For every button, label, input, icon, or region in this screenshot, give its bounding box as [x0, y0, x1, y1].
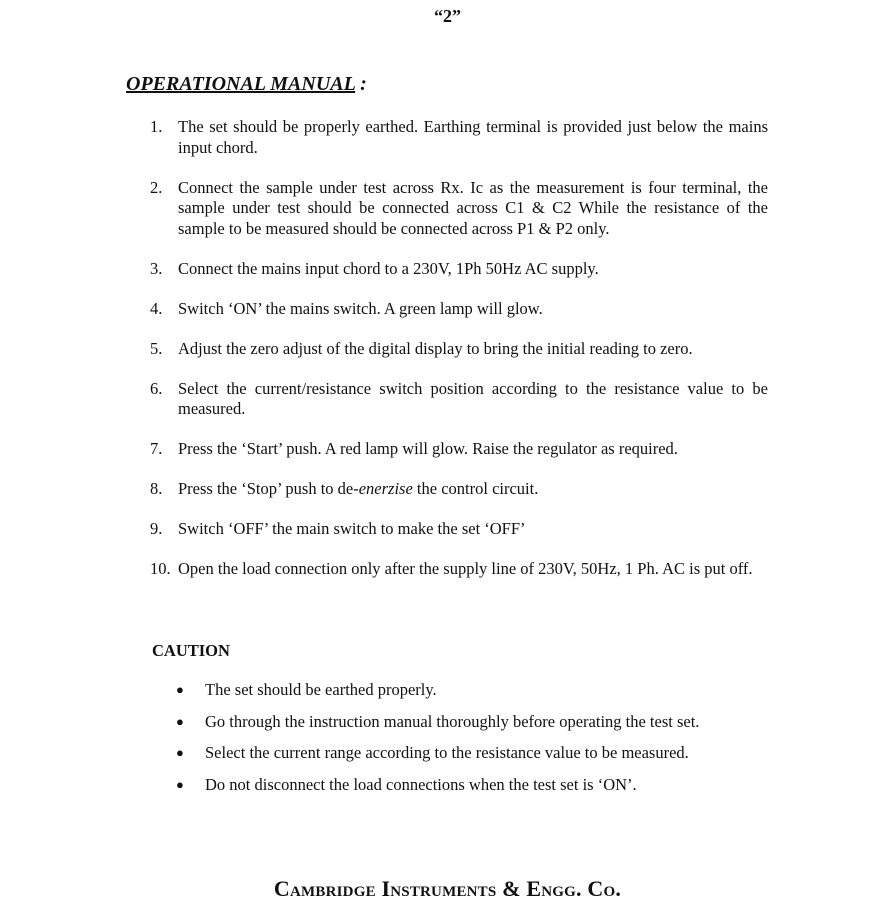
heading-title: OPERATIONAL MANUAL [126, 73, 356, 95]
item-number: 7. [150, 439, 163, 458]
caution-text: Do not disconnect the load connections when the test set is ‘ON’. [205, 774, 637, 794]
caution-list [176, 680, 776, 806]
caution-text: Go through the instruction manual thoroughly before operating the test set. [205, 711, 700, 731]
item-text: Connect the sample under test across Rx. Ic as the measurement is four terminal, the sample under test should be connected across C1 & C2 While the resistance of the sample to be measured should be connected across P1 & P2 only. [178, 177, 768, 238]
caution-heading: CAUTION [152, 641, 230, 660]
instruction-item [150, 339, 768, 360]
item-number: 8. [150, 479, 163, 498]
heading-suffix: : [355, 73, 367, 95]
item-text: Select the current/resistance switch position according to the resistance value to be measured. [178, 378, 768, 418]
instruction-item [150, 439, 768, 460]
item-text: The set should be properly earthed. Earthing terminal is provided just below the mains input chord. [178, 117, 768, 157]
caution-item [176, 775, 776, 807]
bullet-icon: ● [176, 682, 184, 697]
caution-item [176, 743, 776, 775]
instruction-item [150, 299, 768, 320]
item-number: 1. [150, 117, 163, 136]
instruction-list [150, 117, 768, 599]
instruction-item [150, 259, 768, 280]
item-number: 5. [150, 338, 163, 358]
item-text-italic: enerzise [358, 479, 413, 498]
item-number: 2. [150, 177, 163, 197]
item-text: Connect the mains input chord to a 230V, 1Ph 50Hz AC supply. [178, 258, 599, 278]
item-number: 4. [150, 298, 163, 318]
item-text: Press the ‘Start’ push. A red lamp will glow. Raise the regulator as required. [178, 439, 678, 458]
item-text: Switch ‘OFF’ the main switch to make the set ‘OFF’ [178, 519, 526, 538]
item-number: 3. [150, 258, 163, 278]
caution-item [176, 712, 776, 744]
caution-text: The set should be earthed properly. [205, 680, 437, 699]
item-text-part: Press the ‘Stop’ push to de- [178, 479, 359, 498]
bullet-icon: ● [176, 713, 184, 729]
instruction-item [150, 379, 768, 420]
bullet-icon: ● [176, 745, 184, 760]
caution-item [176, 680, 776, 712]
item-text: Switch ‘ON’ the mains switch. A green lamp will glow. [178, 298, 543, 318]
bullet-icon: ● [176, 776, 184, 792]
instruction-item [150, 519, 768, 540]
instruction-item [150, 479, 768, 500]
instruction-item [150, 178, 768, 240]
item-text-part: the control circuit. [412, 479, 539, 498]
item-number: 10. [150, 559, 171, 578]
item-number: 9. [150, 519, 163, 538]
item-text [178, 479, 768, 500]
page-number: “2” [434, 6, 461, 26]
caution-text: Select the current range according to the resistance value to be measured. [205, 743, 689, 762]
item-text: Open the load connection only after the supply line of 230V, 50Hz, 1 Ph. AC is put off. [178, 559, 753, 578]
company-footer: Cambridge Instruments & Engg. Co. [273, 876, 622, 901]
item-text: Adjust the zero adjust of the digital display to bring the initial reading to zero. [178, 338, 693, 358]
section-heading [126, 73, 367, 96]
item-number: 6. [150, 378, 163, 398]
instruction-item [150, 117, 768, 158]
instruction-item [150, 559, 768, 580]
